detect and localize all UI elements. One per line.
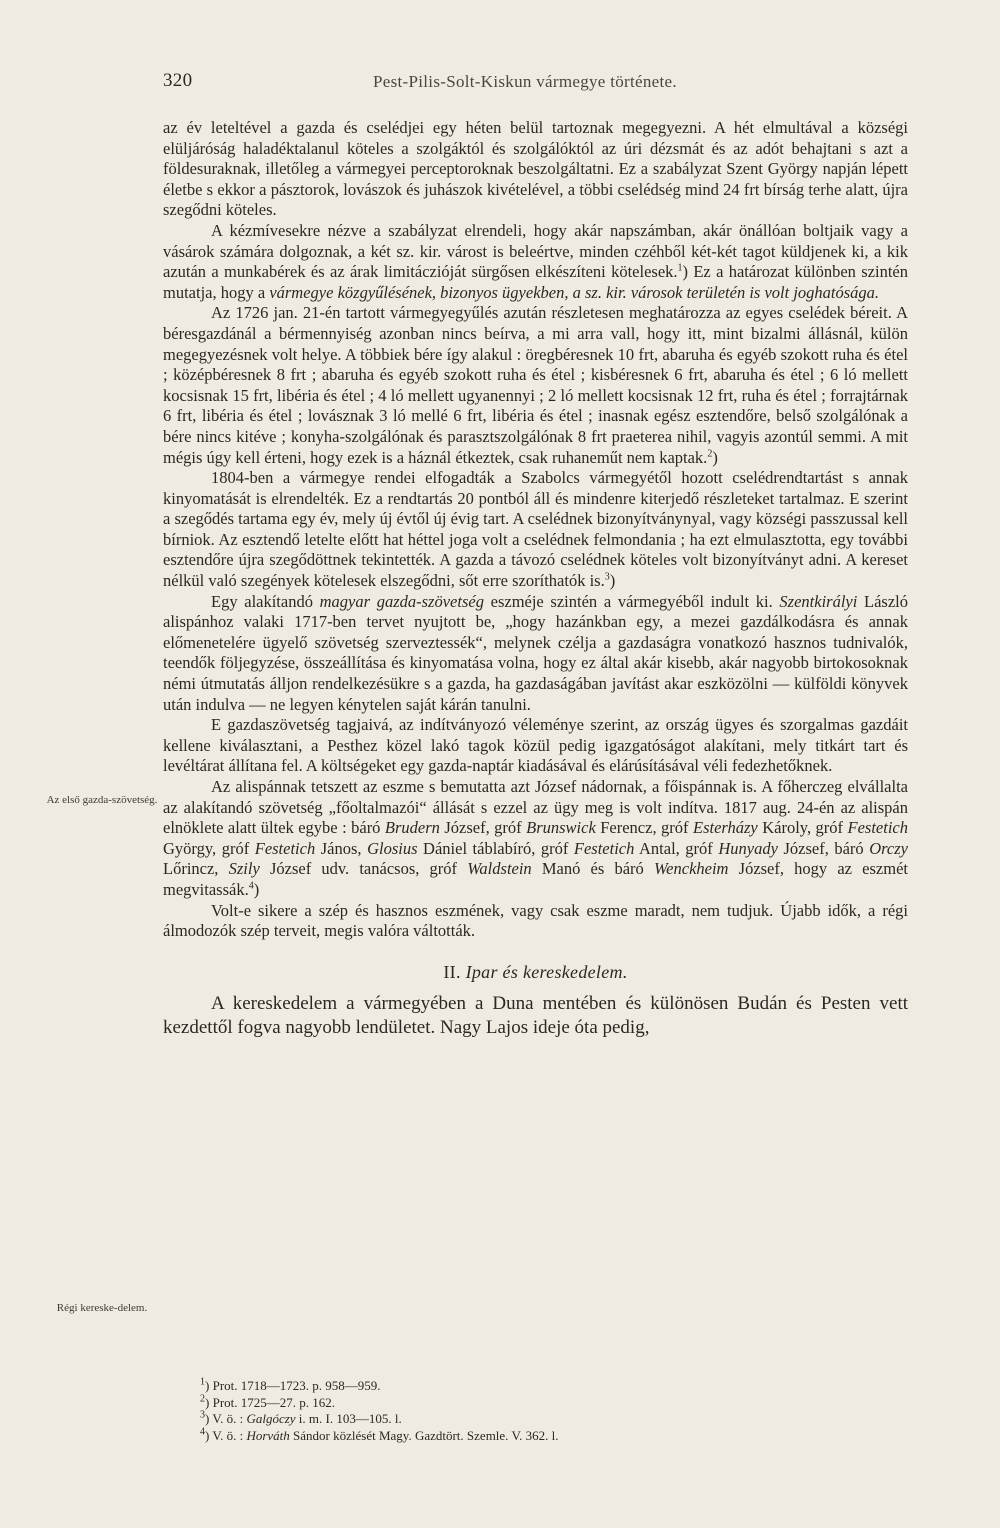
paragraph-4: 1804-ben a vármegye rendei elfogadták a Szabolcs vármegyétől hozott cselédrendtartást s annak kinyomatását is elrendelték. Ez a rendtartás 20 pontból áll és mindenre kiterjedő részleteket tartalmaz. E szerint a szegődés tartama egy év, mely új évtől új évig tart. A cselédnek bizonyítványnyal, vagy községi passzussal kell bírniok. Az esztendő letelte előtt hat héttel joga volt a cselédnek felmondania ; ha ezt elmulasztotta, egy további esztendőre újra szegődöttnek tekintették. A gazda a távozó cselédnek köteles volt bizonyítványt adni. A kereset nélkül való szegények kötelesek elszegődni, sőt erre szoríthatók is.$^3$): [163, 468, 908, 591]
footnotes: [200, 1378, 800, 1444]
paragraph-9: A kereskedelem a vármegyében a Duna mentében és különösen Budán és Pesten vett kezdettől fogva nagyobb lendületet. Nagy Lajos ideje óta pedig,: [163, 993, 908, 1039]
paragraph-6: E gazdaszövetség tagjaivá, az indítványozó véleménye szerint, az ország ügyes és szorgalmas gazdáit kellene kiválasztani, a Pesthez közel lakó tagok közül pedig igazgatóságot alakítani, mely titkárt tart és levéltárat állítana fel. A költségeket egy gazda-naptár kiadásával és elárúsításával véli fedezhetőknek.: [163, 715, 908, 776]
paragraph-3: Az 1726 jan. 21-én tartott vármegyegyűlés azután részletesen meghatározza az egyes cselédek béreit. A béresgazdánál a bérmennyiség azonban nincs beírva, a mi arra vall, hogy itt, mint bizalmi állásnál, külön megegyezésnek volt helye. A többiek bére így alakul : öregbéresnek 10 frt, abaruha és egyéb szokott ruha és étel ; középbéresnek 8 frt ; abaruha és egyéb szokott ruha és étel ; kisbéresnek 6 frt, abaruha és étel ; 6 ló mellett kocsisnak 15 frt, libéria és étel ; 4 ló mellett ugyanennyi ; 2 ló mellett kocsisnak 12 frt, ruha és étel ; forrajtárnak 6 frt, libéria és étel ; lovásznak 3 ló mellé 6 frt, libéria és étel ; inasnak egész esztendőre, belső szolgálónak a bére nincs kitéve ; konyha-szolgálónak és parasztszolgálónak 8 frt praeterea nihil, vagyis azontúl semmi. A mit mégis úgy kell érteni, hogy ezek is a háznál étkeztek, csak ruhaneműt nem kaptak.$^2$): [163, 303, 908, 467]
footnote-ref: 3: [604, 571, 610, 583]
running-title: Pest-Pilis-Solt-Kiskun vármegye története.: [373, 72, 677, 91]
paragraph-1: az év leteltével a gazda és cselédjei egy héten belül tartoznak megegyezni. A hét elmultával a községi elüljáróság haladéktalanul köteles a szolgáktól és szolgálóktól az úri dézsmát és az adót behajtani s azt a földesuraknak, illetőleg a vármegyei perceptoroknak beszolgáltatni. Ez a szabályzat Szent György napján lépett életbe s ekkor a pásztorok, lovászok és juhászok kivételével, a többi cselédség mind 24 frt bírság terhe alatt, újra szegődni köteles.: [163, 118, 908, 220]
footnote: $^3$) V. ö. : Galgóczy i. m. I. 103—105. l.: [200, 1409, 402, 1426]
footnote-ref: 2: [707, 448, 713, 459]
margin-note-gazda-szovetseg: Az első gazda-szövetség.: [46, 794, 158, 806]
footnote: $^4$) V. ö. : Horváth Sándor közlését Magy. Gazdtört. Szemle. V. 362. l.: [200, 1426, 559, 1443]
page-header: [163, 70, 908, 96]
footnote: $^1$) Prot. 1718—1723. p. 958—959.: [200, 1376, 381, 1393]
section-heading: II. Ipar és kereskedelem.: [443, 961, 628, 982]
paragraph-2: A kézmívesekre nézve a szabályzat elrendeli, hogy akár napszámban, akár önállóan boltjaik vagy a vásárok számára dolgoznak, a két sz. kir. várost is beleértve, minden czéhből két-két tagot küldjenek ki, a kik azután a munkabérek és az árak limitáczióját sürgősen elkészíteni kötelesek.$^1$) Ez a határozat különben szintén mutatja, hogy a vármegye közgyűlésének, bizonyos ügyekben, a sz. kir. városok területén is volt joghatósága.: [163, 220, 909, 302]
paragraph-8: Volt-e sikere a szép és hasznos eszmének, vagy csak eszme maradt, nem tudjuk. Újabb idők, a régi álmodozók szép terveit, megis valóra váltották.: [163, 900, 908, 941]
body-text: [163, 118, 908, 1040]
margin-note-regi-kereskedelem: Régi kereske-delem.: [56, 1302, 148, 1314]
footnote-ref: 1: [677, 262, 683, 274]
page-number: 320: [163, 70, 193, 91]
paragraph-5: Egy alakítandó magyar gazda-szövetség eszméje szintén a vármegyéből indult ki. Szentkirályi László alispánhoz valaki 1717-ben tervet nyujtott be, „hogy hazánkban egy, a mezei gazdálkodásra és annak előmenetelére ügyelő szövetség szerveztessék“, melynek czélja a gazdaságra vonatkozó hasznos tudnivalók, teendők följegyzése, összeállítása és kinyomatása volna, hogy ez által akár kisebb, akár nagyobb birtokosoknak némi útmutatás álljon rendelkezésükre s a gazda, ha gazdaságában javítást akar eszközölni — külföldi könyvek után indulva — ne legyen kénytelen saját kárán tanulni.: [163, 591, 908, 714]
paragraph-7: Az alispánnak tetszett az eszme s bemutatta azt József nádornak, a főispánnak is. A főherczeg elvállalta az alakítandó szövetség „főoltalmazói“ állását s ezzel az ügy meg is volt indítva. 1817 aug. 24-én az alispán elnöklete alatt ültek egybe : báró Brudern József, gróf Brunswick Ferencz, gróf Esterházy Károly, gróf Festetich György, gróf Festetich János, Glosius Dániel táblabíró, gróf Festetich Antal, gróf Hunyady József, báró Orczy Lőrincz, Szily József udv. tanácsos, gróf Waldstein Manó és báró Wenckheim József, hogy az eszmét megvitassák.$^4$): [163, 777, 908, 899]
footnote-ref: 4: [248, 880, 254, 892]
footnote: $^2$) Prot. 1725—27. p. 162.: [200, 1393, 336, 1410]
